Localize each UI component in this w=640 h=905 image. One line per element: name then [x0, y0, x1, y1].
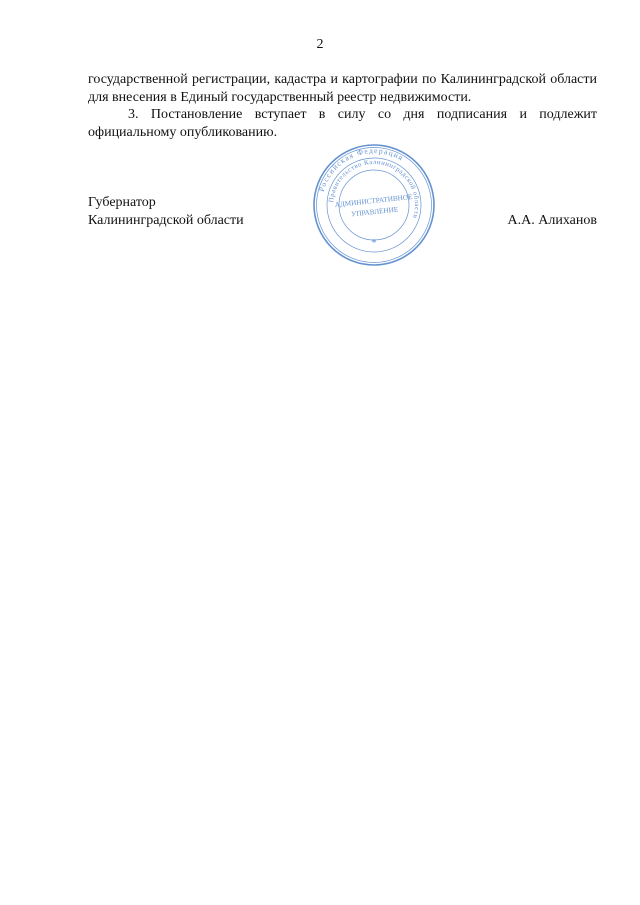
seal-star: * — [371, 238, 377, 249]
seal-outer-text: Российская Федерация — [316, 145, 406, 193]
signature-position-region: Калининградской области — [88, 213, 244, 228]
paragraph-item-3: 3. Постановление вступает в силу со дня подписания и подлежит официальному опубликованию. — [88, 107, 597, 140]
official-seal-stamp — [312, 143, 436, 267]
signature-position — [88, 194, 244, 230]
seal-center-line1: АДМИНИСТРАТИВНОЕ — [334, 192, 413, 210]
paragraph-continuation: государственной регистрации, кадастра и картографии по Калининградской области для внесения в Единый государственный реестр недвижимости. — [88, 72, 597, 105]
signatory-name: А.А. Алиханов — [507, 213, 597, 228]
seal-center-line2: УПРАВЛЕНИЕ — [350, 205, 399, 219]
signature-position-title: Губернатор — [88, 195, 156, 210]
page-number: 2 — [316, 37, 324, 52]
document-body — [88, 71, 597, 141]
seal-inner-text: Правительство Калининградской области — [328, 158, 421, 220]
